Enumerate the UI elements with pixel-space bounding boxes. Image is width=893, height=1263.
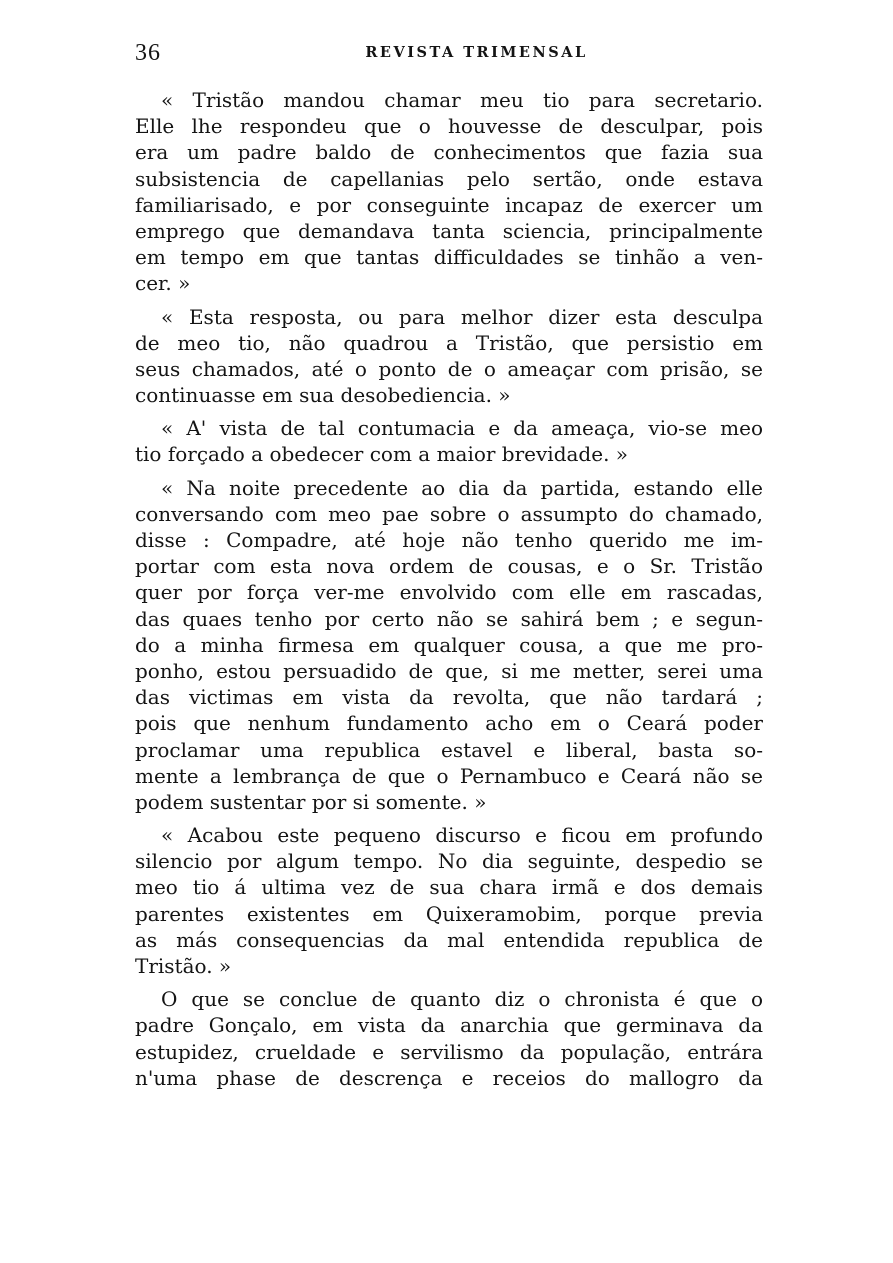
text-line: era um padre baldo de conhecimentos que fazia sua	[135, 140, 763, 165]
text-line: conversando com meo pae sobre o assumpto do chamado,	[135, 501, 763, 526]
text-line: de meo tio, não quadrou a Tristão, que persistio em	[135, 330, 763, 355]
text-line: parentes existentes em Quixeramobim, porque previa	[135, 901, 763, 926]
text-line: disse : Compadre, até hoje não tenho querido me im-	[135, 528, 763, 552]
body-text	[135, 87, 763, 1098]
text-line: « Tristão mandou chamar meu tio para secretario.	[161, 88, 763, 112]
text-line: O que se conclue de quanto diz o chronista é que o	[161, 987, 763, 1012]
text-line: seus chamados, até o ponto de o ameaçar com prisão, se	[135, 356, 763, 381]
text-line: tio forçado a obedecer com a maior brevidade. »	[135, 442, 629, 467]
text-line: silencio por algum tempo. No dia seguinte, despedio se	[135, 849, 763, 874]
text-line: das quaes tenho por certo não se sahirá bem ; e segun-	[135, 606, 763, 631]
paragraph	[135, 822, 763, 979]
text-line: « Esta resposta, ou para melhor dizer esta desculpa	[161, 304, 763, 329]
paragraph	[135, 986, 763, 1091]
text-line: « Na noite precedente ao dia da partida, estando elle	[161, 475, 763, 500]
paragraph	[135, 415, 763, 467]
text-line: mente a lembrança de que o Pernambuco e Ceará não se	[135, 763, 763, 788]
paragraph	[135, 87, 763, 297]
paragraph	[135, 304, 763, 409]
text-line: pois que nenhum fundamento acho em o Ceará poder	[135, 711, 763, 736]
text-line: continuasse em sua desobediencia. »	[135, 383, 511, 408]
text-line: Tristão. »	[135, 954, 232, 978]
text-line: emprego que demandava tanta sciencia, principalmente	[135, 218, 763, 243]
text-line: n'uma phase de descrença e receios do mallogro da	[135, 1065, 763, 1090]
text-line: ponho, estou persuadido de que, si me metter, serei uma	[135, 658, 763, 683]
text-line: « Acabou este pequeno discurso e ficou em profundo	[161, 823, 763, 848]
paragraph	[135, 475, 763, 815]
page-number: 36	[135, 40, 161, 66]
running-header: REVISTA TRIMENSAL	[365, 44, 588, 61]
text-line: do a minha firmesa em qualquer cousa, a que me pro-	[135, 632, 763, 657]
text-line: subsistencia de capellanias pelo sertão, onde estava	[135, 166, 763, 191]
text-line: proclamar uma republica estavel e liberal, basta so-	[135, 737, 763, 762]
text-line: « A' vista de tal contumacia e da ameaça, vio-se meo	[161, 416, 763, 441]
text-line: cer. »	[135, 271, 191, 296]
text-line: as más consequencias da mal entendida republica de	[135, 927, 763, 952]
text-line: podem sustentar por si somente. »	[135, 789, 487, 814]
text-line: quer por força ver-me envolvido com elle em rascadas,	[135, 580, 763, 605]
text-line: estupidez, crueldade e servilismo da população, entrára	[135, 1039, 763, 1064]
text-line: meo tio á ultima vez de sua chara irmã e dos demais	[135, 875, 763, 900]
text-line: Elle lhe respondeu que o houvesse de desculpar, pois	[135, 114, 763, 139]
text-line: em tempo em que tantas difficuldades se tinhão a ven-	[135, 245, 763, 270]
text-line: das victimas em vista da revolta, que não tardará ;	[135, 685, 763, 710]
text-line: familiarisado, e por conseguinte incapaz de exercer um	[135, 192, 763, 217]
text-line: portar com esta nova ordem de cousas, e o Sr. Tristão	[135, 554, 763, 579]
text-line: padre Gonçalo, em vista da anarchia que germinava da	[135, 1013, 763, 1038]
